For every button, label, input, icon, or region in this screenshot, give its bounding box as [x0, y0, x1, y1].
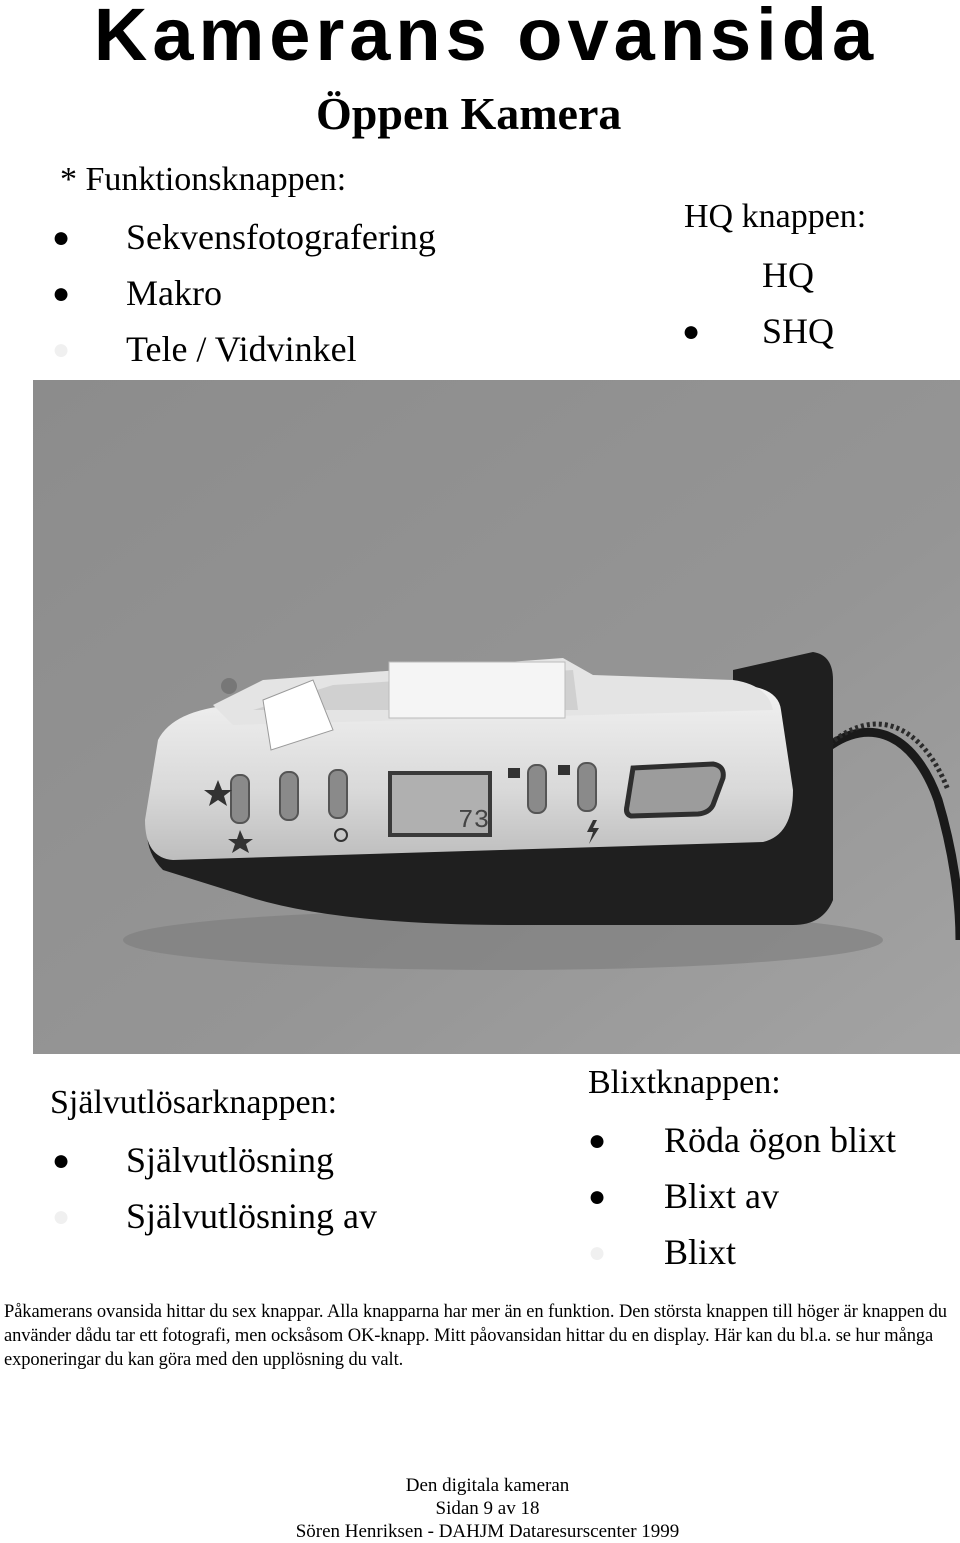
- bullet-icon: ●: [588, 1124, 607, 1157]
- description-paragraph: Påkamerans ovansida hittar du sex knappar. Alla knapparna har mer än en funktion. Den största knappen till höger är knappen du använder dådu tar ett fotografi, men ocksåsom OK-knapp. Mitt påovansidan hittar du en display. Här kan du bl.a. se hur många exponeringar du kan göra med den upplösning du valt.: [4, 1302, 947, 1370]
- bullet-icon: ●: [52, 277, 71, 310]
- function-item-sequence: Sekvensfotografering: [126, 217, 436, 257]
- camera-photo: [33, 380, 960, 1054]
- page-title: Kamerans ovansida: [93, 0, 879, 76]
- flash-item-redeye: Röda ögon blixt: [664, 1120, 896, 1160]
- bullet-icon: ●: [588, 1236, 607, 1269]
- bullet-icon: ●: [682, 315, 701, 348]
- lcd-readout: 73: [458, 805, 490, 835]
- page-footer: [0, 1474, 960, 1543]
- selftimer-button-heading: Självutlösarknappen:: [50, 1084, 338, 1121]
- footer-author: Sören Henriksen - DAHJM Dataresurscenter 1999: [295, 1521, 680, 1542]
- selftimer-item-off: Självutlösning av: [126, 1196, 377, 1236]
- selftimer-item-on: Självutlösning: [126, 1140, 335, 1180]
- camera-illustration: [33, 380, 960, 1054]
- footer-page-number: Sidan 9 av 18: [435, 1498, 540, 1519]
- flash-item-off: Blixt av: [664, 1176, 779, 1216]
- flash-item-on: Blixt: [664, 1232, 737, 1272]
- hq-item-hq: HQ: [762, 255, 814, 295]
- bullet-icon: ●: [52, 1200, 71, 1233]
- flash-button-heading: Blixtknappen:: [588, 1064, 781, 1101]
- hq-item-shq: SHQ: [762, 311, 835, 351]
- function-item-tele: Tele / Vidvinkel: [126, 329, 357, 369]
- bullet-icon: ●: [52, 1144, 71, 1177]
- function-button-heading: * Funktionsknappen:: [60, 161, 347, 198]
- bullet-icon: ●: [588, 1180, 607, 1213]
- bullet-icon: ●: [52, 221, 71, 254]
- function-item-macro: Makro: [126, 273, 222, 313]
- bullet-icon: ●: [52, 333, 71, 366]
- footer-document-title: Den digitala kameran: [405, 1475, 570, 1496]
- hq-button-heading: HQ knappen:: [684, 198, 867, 235]
- page-subtitle: Öppen Kamera: [316, 88, 622, 139]
